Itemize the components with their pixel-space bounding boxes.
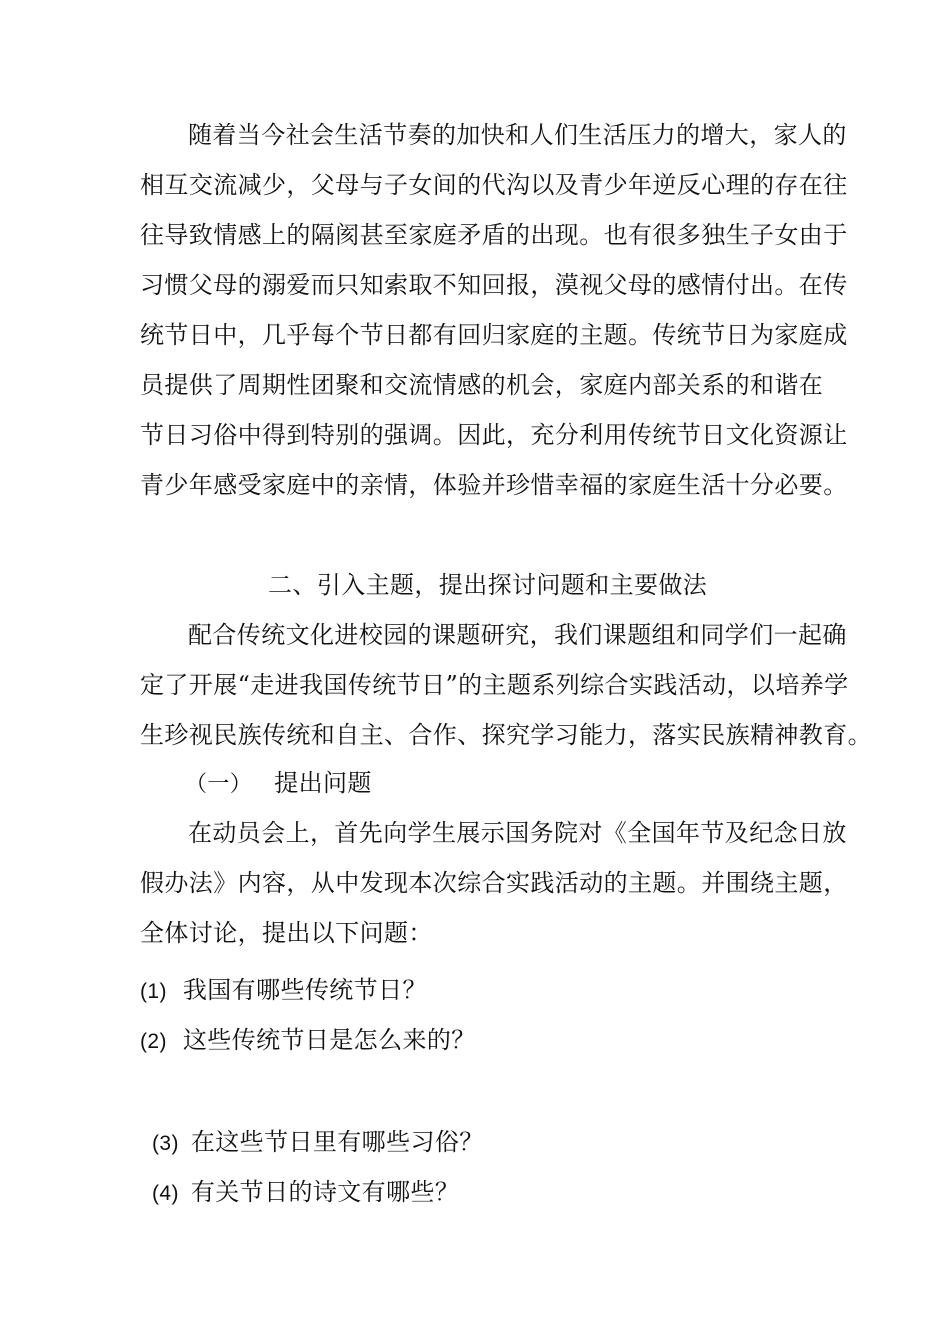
section-heading: 二、引入主题，提出探讨问题和主要做法 — [268, 571, 708, 599]
paragraph-3-line: 全体讨论，提出以下问题： — [140, 919, 433, 947]
paragraph-3-line: 在动员会上，首先向学生展示国务院对《全国年节及纪念日放 — [188, 819, 847, 847]
subheading-number: （一） — [185, 772, 253, 797]
paragraph-1-line: 统节日中，几乎每个节日都有回归家庭的主题。传统节日为家庭成 — [140, 321, 848, 349]
question-number: (4) — [152, 1182, 179, 1205]
question-text: 有关节日的诗文有哪些？ — [190, 1178, 460, 1206]
question-text: 这些传统节日是怎么来的？ — [182, 1026, 476, 1054]
question-item — [152, 1177, 459, 1209]
paragraph-1-line: 员提供了周期性团聚和交流情感的机会，家庭内部关系的和谐在 — [140, 371, 824, 399]
paragraph-1-line: 随着当今社会生活节奏的加快和人们生活压力的增大，家人的 — [188, 121, 847, 149]
paragraph-1-line: 节日习俗中得到特别的强调。因此，充分利用传统节日文化资源让 — [140, 421, 848, 449]
question-text: 我国有哪些传统节日？ — [182, 976, 427, 1004]
paragraph-2-line: 生珍视民族传统和自主、合作、探究学习能力，落实民族精神教育。 — [140, 721, 872, 749]
paragraph-1-line: 习惯父母的溺爱而只知索取不知回报，漠视父母的感情付出。在传 — [140, 271, 848, 299]
question-number: (2) — [140, 1030, 167, 1053]
subheading — [185, 768, 372, 800]
paragraph-3-line: 假办法》内容，从中发现本次综合实践活动的主题。并围绕主题， — [140, 869, 848, 897]
paragraph-2-line: 配合传统文化进校园的课题研究，我们课题组和同学们一起确 — [188, 621, 847, 649]
paragraph-1-line: 青少年感受家庭中的亲情，体验并珍惜幸福的家庭生活十分必要。 — [140, 471, 848, 499]
paragraph-1-line: 相互交流减少，父母与子女间的代沟以及青少年逆反心理的存在往 — [140, 171, 848, 199]
paragraph-1-line: 往导致情感上的隔阂甚至家庭矛盾的出现。也有很多独生子女由于 — [140, 221, 848, 249]
question-text: 在这些节日里有哪些习俗？ — [190, 1128, 484, 1156]
subheading-text: 提出问题 — [274, 769, 372, 797]
question-number: (1) — [140, 980, 167, 1003]
question-item — [140, 1025, 476, 1057]
question-number: (3) — [152, 1132, 179, 1155]
question-item — [140, 975, 427, 1007]
paragraph-2-line: 定了开展“走进我国传统节日”的主题系列综合实践活动，以培养学 — [140, 671, 849, 699]
question-item — [152, 1127, 484, 1159]
